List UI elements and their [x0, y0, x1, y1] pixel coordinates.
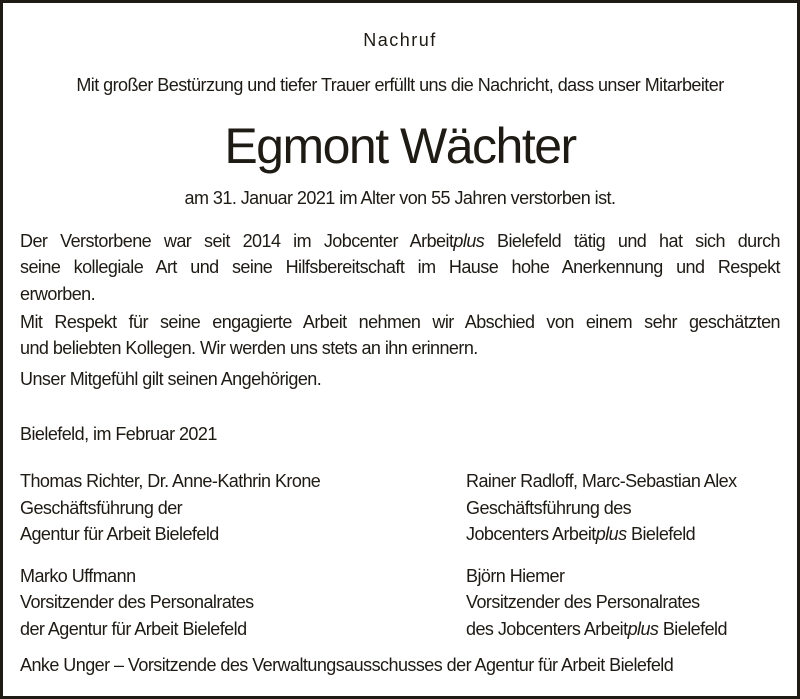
para2-line1: Mit Respekt für seine engagierte Arbeit nehmen wir Abschied von einem sehr geschätzten — [20, 312, 780, 332]
sig-c-name: Marko Uffmann — [20, 566, 136, 586]
sig-b-org: Jobcenters Arbeitplus Bielefeld — [466, 524, 696, 544]
sig-c-role: Vorsitzender des Personalrates — [20, 592, 254, 612]
intro-text: Mit großer Bestürzung und tiefer Trauer erfüllt uns die Nachricht, dass unser Mitarbeiter — [76, 75, 724, 95]
sig-b-names: Rainer Radloff, Marc-Sebastian Alex — [466, 471, 737, 491]
para3: Unser Mitgefühl gilt seinen Angehörigen. — [20, 369, 322, 389]
sig-a-role: Geschäftsführung der — [20, 498, 183, 518]
sig-a-org: Agentur für Arbeit Bielefeld — [20, 524, 219, 544]
para2-line2: und beliebten Kollegen. Wir werden uns stets an ihn erinnern. — [20, 338, 478, 358]
para1-line1: Der Verstorbene war seit 2014 im Jobcenter Arbeitplus Bielefeld tätig und hat sich durch — [20, 231, 780, 251]
sig-d-name: Björn Hiemer — [466, 566, 565, 586]
sig-e: Anke Unger – Vorsitzende des Verwaltungsausschusses der Agentur für Arbeit Bielefeld — [20, 655, 674, 675]
heading: Nachruf — [363, 30, 437, 50]
death-text: am 31. Januar 2021 im Alter von 55 Jahren verstorben ist. — [184, 188, 616, 208]
sig-c-org: der Agentur für Arbeit Bielefeld — [20, 619, 247, 639]
sig-d-role: Vorsitzender des Personalrates — [466, 592, 700, 612]
para1-line3: erworben. — [20, 284, 96, 304]
sig-a-names: Thomas Richter, Dr. Anne-Kathrin Krone — [20, 471, 321, 491]
sig-d-org: des Jobcenters Arbeitplus Bielefeld — [466, 619, 727, 639]
deceased-name: Egmont Wächter — [224, 118, 576, 174]
para1-line2: seine kollegiale Art und seine Hilfsbereitschaft im Hause hohe Anerkennung und Respekt — [20, 257, 780, 277]
sig-b-role: Geschäftsführung des — [466, 498, 632, 518]
place-date: Bielefeld, im Februar 2021 — [20, 424, 217, 444]
